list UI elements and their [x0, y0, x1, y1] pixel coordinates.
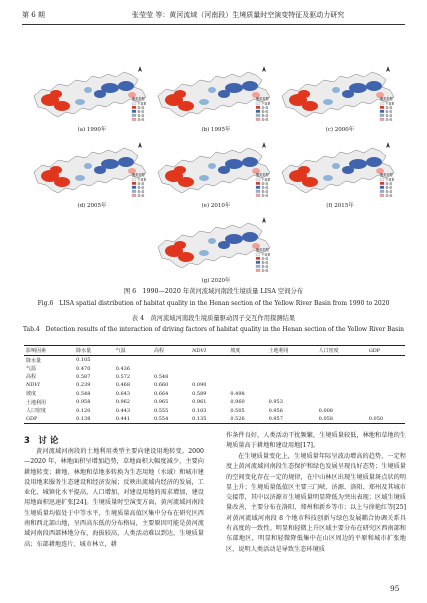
- cluster-area: [50, 90, 62, 98]
- table-cell: [190, 356, 228, 365]
- table-row: [24, 364, 405, 372]
- panel-label: (a) 1990年: [77, 127, 107, 133]
- row-header: 高程: [26, 374, 37, 381]
- cluster-area: [118, 81, 134, 91]
- header-rule: [22, 24, 405, 25]
- table-cell: 0.965: [153, 399, 169, 406]
- table-cell: [367, 356, 405, 365]
- column-header: 坡度: [228, 346, 266, 356]
- legend-swatch: [256, 261, 260, 264]
- cluster-area: [178, 177, 194, 187]
- table-cell: 0.436: [115, 365, 131, 372]
- cluster-area: [242, 232, 258, 242]
- legend-title: 聚类类型: [256, 97, 269, 101]
- legend-label: 不显著: [137, 101, 147, 106]
- table-cell: 0.103: [192, 407, 207, 414]
- table-cell: 0.548: [76, 390, 91, 397]
- table-cell: [228, 373, 266, 381]
- column-header: 高程: [152, 346, 190, 356]
- north-arrow-icon: [262, 217, 266, 223]
- legend-label: 低-高: [261, 189, 269, 194]
- map-panel: [276, 62, 404, 124]
- column-header: 土地利用: [267, 346, 317, 356]
- table-cell: 0.498: [230, 390, 245, 397]
- legend-label: 低-低: [261, 109, 269, 114]
- table-cell: 0.961: [192, 399, 207, 406]
- legend-label: 不显著: [385, 177, 395, 182]
- column-header: 影响因素: [24, 346, 74, 356]
- cluster-area: [75, 99, 85, 105]
- column-header: NDVI: [190, 346, 228, 356]
- legend-title: 聚类类型: [132, 97, 145, 101]
- table-cell: [367, 406, 405, 414]
- cluster-area: [84, 87, 92, 93]
- cluster-area: [199, 99, 209, 105]
- legend-swatch: [132, 114, 136, 117]
- legend-label: 高-高: [261, 256, 269, 261]
- row-header: GDP: [24, 415, 74, 424]
- table-cell: 0.660: [153, 382, 169, 389]
- table-cell: [317, 356, 367, 365]
- table-cell: [317, 373, 367, 381]
- table-cell: [228, 356, 266, 365]
- table-cell: 0.050: [367, 415, 405, 424]
- cluster-area: [242, 81, 258, 91]
- table-caption-en: Tab.4 Detection results of the interaction of driving factors of habitat quality in the Henan section of the Yellow River Basin: [23, 326, 404, 333]
- table-caption-cn: 表 4 黄河流域河南段生境质量驱动因子交互作用探测结果: [131, 315, 296, 322]
- legend-label: 低-低: [261, 185, 269, 190]
- cluster-area: [174, 166, 186, 174]
- legend-swatch: [256, 190, 260, 193]
- legend-swatch: [132, 110, 136, 113]
- cluster-area: [50, 166, 62, 174]
- legend-label: 低-高: [137, 189, 145, 194]
- table-cell: 0.008: [318, 407, 333, 414]
- cluster-area: [332, 163, 340, 169]
- legend-label: 高-高: [261, 105, 269, 110]
- legend-swatch: [256, 106, 260, 109]
- cluster-area: [342, 166, 354, 174]
- legend-swatch: [256, 194, 260, 197]
- legend-label: 高-低: [385, 117, 393, 122]
- table-row: [24, 415, 405, 424]
- table-cell: [228, 364, 266, 372]
- legend-title: 聚类类型: [256, 248, 269, 252]
- table-cell: 0.090: [192, 382, 207, 389]
- figure-caption-en: Fig.6 LISA spatial distribution of habitat quality in the Henan section of the Yellow River Basin from 1990 to 2020: [37, 300, 390, 307]
- north-arrow-icon: [138, 66, 142, 72]
- cluster-area: [242, 157, 258, 167]
- column-header: GDP: [367, 346, 405, 356]
- row-header: NDVI: [26, 382, 40, 389]
- table-cell: 0.468: [115, 382, 131, 389]
- legend-label: 高-低: [385, 193, 393, 198]
- cluster-area: [178, 252, 194, 262]
- map-panel: [28, 62, 156, 124]
- legend-swatch: [256, 118, 260, 121]
- table-cell: [228, 381, 266, 389]
- table-cell: [367, 364, 405, 372]
- legend-label: 低-低: [137, 185, 145, 190]
- table-cell: [267, 390, 317, 398]
- interaction-table: [24, 345, 405, 424]
- legend-label: 低-低: [261, 260, 269, 265]
- panel-label: (e) 2010年: [201, 203, 231, 209]
- cluster-area: [302, 101, 318, 111]
- legend-label: 低-高: [385, 189, 393, 194]
- table-cell: 0.956: [268, 407, 283, 414]
- table-cell: 0.443: [115, 407, 131, 414]
- table-cell: 0.548: [153, 373, 169, 380]
- legend-swatch: [132, 182, 136, 185]
- row-header: 土地利用: [26, 399, 47, 406]
- legend-label: 不显著: [385, 101, 395, 106]
- legend-label: 高-低: [261, 193, 269, 198]
- legend-title: 聚类类型: [380, 97, 393, 101]
- legend-title: 聚类类型: [380, 173, 393, 177]
- table-cell: [190, 373, 228, 381]
- legend-swatch: [132, 102, 136, 105]
- cluster-area: [218, 241, 230, 249]
- legend-swatch: [132, 186, 136, 189]
- figure-caption-cn: 图 6 1990—2020 年黄河流域河南段生境质量 LISA 空间分布: [123, 288, 304, 295]
- legend-swatch: [256, 102, 260, 105]
- cluster-area: [199, 250, 209, 256]
- legend-label: 不显著: [261, 252, 271, 257]
- running-title: 张莹莹 等：黄河流域（河南段）生境质量时空演变特征及驱动力研究: [132, 11, 345, 19]
- issue-number: 第 6 期: [22, 11, 45, 19]
- table-cell: 0.058: [317, 415, 367, 424]
- legend-swatch: [380, 102, 384, 105]
- table-header-row: [24, 346, 405, 356]
- map-panel: [152, 138, 280, 200]
- body-paragraph: 黄河流域河南段的土地利用类型主要向建设用地转变。2000—2020 年，林地面积呈增加趋势，草地面积大幅度减少，主要向耕地转变；耕地、林地和草地多转换为生态用地（水域）和城市建设用地来服务生态建设和经济发展；反映出流域内经济的发展，工业化、城镇化水平提高，人口增加，对建设用地的需求增加，建设用地面积迅速扩张[24]。生境质量时空演变方面，黄河流域河南段生境质量均值处于中等水平，生境质量高值区集中分布在研究区西南和西北部山地，呈西高东低的分布格局，主要原因可能是黄河流域河南段西部林地分布，海拔较高，人类活动难以到达，生境质量高；东部耕地连片、城市林立，耕: [24, 448, 204, 548]
- cluster-area: [54, 177, 70, 187]
- legend-swatch: [380, 118, 384, 121]
- legend-swatch: [256, 257, 260, 260]
- cluster-area: [298, 166, 310, 174]
- legend-swatch: [132, 106, 136, 109]
- legend-label: 高-高: [385, 105, 393, 110]
- cluster-area: [199, 175, 209, 181]
- table-cell: [114, 356, 152, 365]
- panel-label: (f) 2015年: [326, 203, 354, 209]
- cluster-area: [174, 241, 186, 249]
- cluster-area: [323, 175, 333, 181]
- row-header: 降水量: [26, 357, 42, 364]
- legend-label: 高-低: [261, 117, 269, 122]
- table-cell: [367, 381, 405, 389]
- cluster-area: [208, 163, 216, 169]
- table-cell: 0.572: [115, 373, 131, 380]
- column-header: 人口密度: [317, 346, 367, 356]
- row-header: 坡度: [26, 391, 37, 398]
- north-arrow-icon: [386, 66, 390, 72]
- legend-label: 高-高: [385, 181, 393, 186]
- table-cell: [317, 364, 367, 372]
- row-header: 人口密度: [26, 408, 47, 415]
- table-row: [24, 390, 405, 398]
- legend-swatch: [256, 182, 260, 185]
- table-row: [24, 356, 405, 365]
- north-arrow-icon: [386, 142, 390, 148]
- panel-label: (b) 1995年: [201, 127, 231, 133]
- legend-label: 高-低: [137, 193, 145, 198]
- legend-label: 不显著: [261, 177, 271, 182]
- table-cell: [267, 381, 317, 389]
- table-cell: [267, 364, 317, 372]
- table-cell: 0.958: [76, 399, 91, 406]
- legend-swatch: [132, 194, 136, 197]
- table-cell: [367, 390, 405, 398]
- north-arrow-icon: [262, 142, 266, 148]
- table-cell: 0.526: [228, 415, 266, 424]
- cluster-area: [54, 101, 70, 111]
- map-panel: [28, 138, 156, 200]
- legend-label: 不显著: [261, 101, 271, 106]
- table-cell: [152, 364, 190, 372]
- legend-swatch: [132, 178, 136, 181]
- legend-swatch: [256, 186, 260, 189]
- legend-swatch: [380, 178, 384, 181]
- page-number: 95: [390, 584, 400, 593]
- legend-swatch: [380, 110, 384, 113]
- row-header: 气温: [26, 366, 37, 373]
- north-arrow-icon: [138, 142, 142, 148]
- table-cell: [317, 390, 367, 398]
- table-cell: [367, 373, 405, 381]
- table-cell: 0.960: [230, 399, 245, 406]
- cluster-area: [118, 157, 134, 167]
- legend-label: 高-低: [261, 268, 269, 273]
- cluster-area: [94, 90, 106, 98]
- north-arrow-icon: [262, 66, 266, 72]
- table-cell: 0.105: [76, 357, 91, 364]
- table-cell: [152, 356, 190, 365]
- legend-swatch: [380, 194, 384, 197]
- legend-title: 聚类类型: [256, 173, 269, 177]
- table-cell: 0.643: [115, 390, 131, 397]
- body-paragraph: 作条件良好，人类活动干扰频繁，生境质量较低，林地和草地的生境质量高于耕地和建设用地[17]。: [226, 432, 406, 450]
- table-cell: 0.957: [267, 415, 317, 424]
- table-cell: 0.505: [230, 407, 245, 414]
- legend-swatch: [132, 190, 136, 193]
- map-panel: [152, 213, 280, 275]
- legend-label: 高-高: [261, 181, 269, 186]
- table-cell: 0.135: [190, 415, 228, 424]
- table-cell: 0.441: [114, 415, 152, 424]
- legend-label: 高-高: [137, 105, 145, 110]
- panel-label: (d) 2005年: [77, 203, 107, 209]
- cluster-area: [366, 157, 382, 167]
- table-cell: 0.554: [152, 415, 190, 424]
- legend-swatch: [256, 110, 260, 113]
- legend-swatch: [380, 114, 384, 117]
- legend-swatch: [256, 253, 260, 256]
- table-cell: [317, 381, 367, 389]
- table-cell: 0.555: [153, 407, 169, 414]
- legend-label: 高-低: [137, 117, 145, 122]
- column-header: 降水量: [74, 346, 114, 356]
- table-cell: 0.239: [76, 382, 91, 389]
- table-cell: 0.664: [153, 390, 169, 397]
- table-row: [24, 373, 405, 381]
- legend-label: 低-高: [137, 113, 145, 118]
- panel-label: (g) 2020年: [201, 278, 231, 284]
- cluster-area: [332, 87, 340, 93]
- cluster-area: [208, 238, 216, 244]
- table-cell: [367, 398, 405, 406]
- cluster-area: [178, 101, 194, 111]
- table-cell: 0.589: [192, 390, 207, 397]
- table-cell: [190, 364, 228, 372]
- cluster-area: [218, 166, 230, 174]
- legend-label: 低-高: [261, 113, 269, 118]
- legend-swatch: [380, 106, 384, 109]
- column-header: 气温: [114, 346, 152, 356]
- panel-label: (c) 2000年: [325, 127, 355, 133]
- legend-label: 不显著: [137, 177, 147, 182]
- cluster-area: [75, 175, 85, 181]
- legend-swatch: [380, 186, 384, 189]
- legend-swatch: [256, 178, 260, 181]
- legend-label: 低-低: [137, 109, 145, 114]
- cluster-area: [174, 90, 186, 98]
- cluster-area: [298, 90, 310, 98]
- legend-swatch: [380, 190, 384, 193]
- table-cell: 0.470: [76, 365, 91, 372]
- legend-title: 聚类类型: [132, 173, 145, 177]
- map-panel: [276, 138, 404, 200]
- table-cell: 0.587: [76, 373, 91, 380]
- table-cell: [267, 356, 317, 365]
- legend-label: 低-高: [261, 264, 269, 269]
- cluster-area: [218, 90, 230, 98]
- legend-label: 高-高: [137, 181, 145, 186]
- cluster-area: [302, 177, 318, 187]
- table-row: [24, 398, 405, 406]
- map-panel: [152, 62, 280, 124]
- cluster-area: [84, 163, 92, 169]
- table-cell: [317, 398, 367, 406]
- legend-swatch: [256, 114, 260, 117]
- body-paragraph: 在生境质量变化上，生境质量年际呈波动增高的趋势，一定程度上黄河流域河南段生态保护和绿色发展呈现良好态势；生境质量的空间变化存在一定的规律，在中山林区出现生境质量斑点状的明显上升；生境质量低值区主要三门峡、济源、洛阳、郑州及其城市交接带，其中以济源市生境质量明显降低为突出表现；区域生境质量改善，主要分布在洛阳、郑州和新乡等市；以上与徐艳红等[25]对黄河流域河南段 8 个地市科技创新与绿色发展耦合协调关系具有高度的一致性。明显和轻微上升区域主要分布在研究区西南部和东部地区，明显和轻微降低集中在山区周边的平原和城市扩张地区，说明人类活动是导致生态环境质: [226, 453, 406, 553]
- legend-swatch: [132, 118, 136, 121]
- legend-label: 低-低: [385, 109, 393, 114]
- table-cell: 0.138: [74, 415, 114, 424]
- table-cell: 0.962: [115, 399, 131, 406]
- section-heading: 3 讨 论: [24, 436, 59, 446]
- table-cell: 0.120: [76, 407, 91, 414]
- table-row: [24, 406, 405, 414]
- table-cell: 0.953: [268, 399, 283, 406]
- cluster-area: [342, 90, 354, 98]
- legend-label: 低-低: [385, 185, 393, 190]
- table-row: [24, 381, 405, 389]
- legend-label: 低-高: [385, 113, 393, 118]
- table-cell: [267, 373, 317, 381]
- cluster-area: [208, 87, 216, 93]
- cluster-area: [94, 166, 106, 174]
- legend-swatch: [256, 269, 260, 272]
- legend-swatch: [256, 265, 260, 268]
- cluster-area: [366, 81, 382, 91]
- cluster-area: [323, 99, 333, 105]
- legend-swatch: [380, 182, 384, 185]
